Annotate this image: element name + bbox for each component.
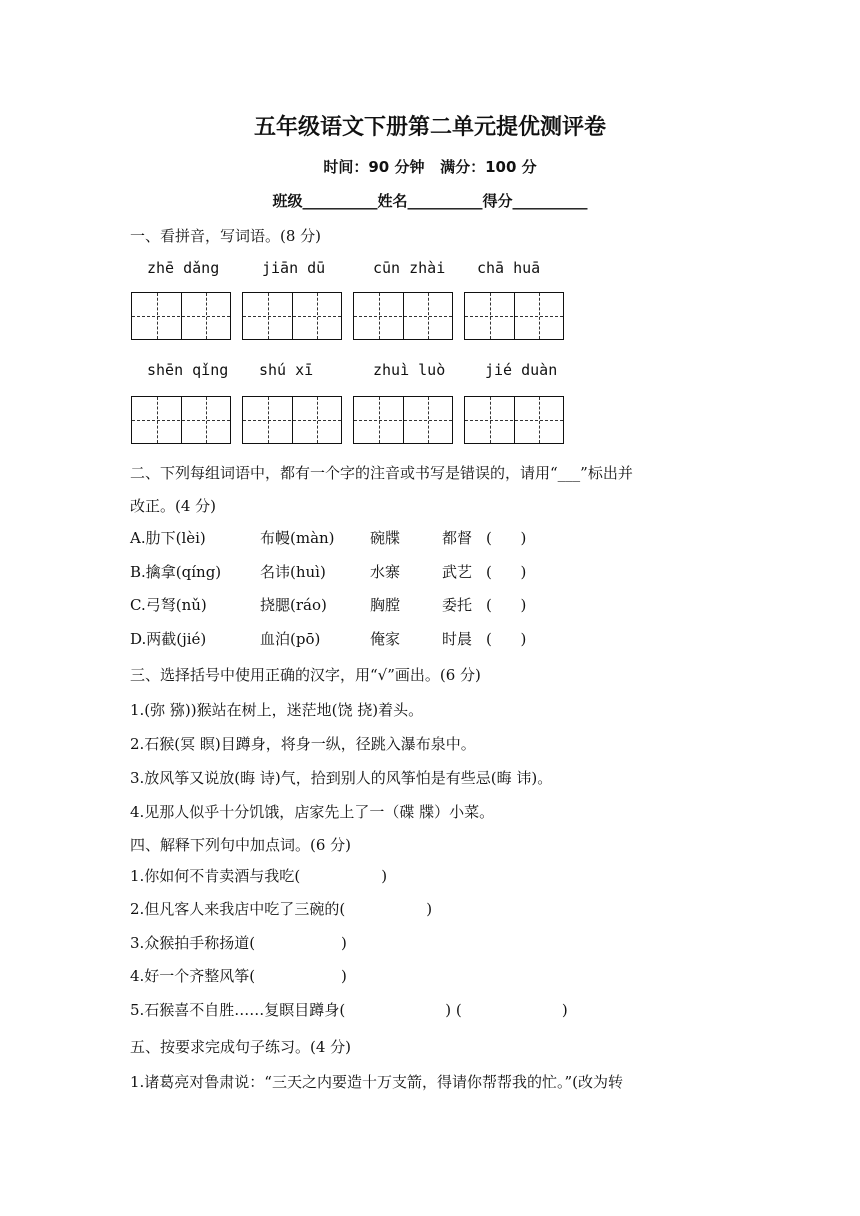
- pinyin: chā huā: [477, 259, 541, 277]
- section2-heading-cont: 改正。(4 分): [130, 497, 217, 515]
- student-info-line: 班级__________姓名__________得分__________: [272, 192, 588, 210]
- pinyin: zhuì luò: [373, 361, 446, 379]
- pinyin: cūn zhài: [373, 259, 446, 277]
- writing-grid[interactable]: [353, 396, 453, 444]
- writing-grid[interactable]: [242, 396, 342, 444]
- writing-grid[interactable]: [131, 292, 231, 340]
- writing-grid[interactable]: [131, 396, 231, 444]
- option-row: D.两截(jié) 血泊(pō) 俺家 时晨 ( ): [130, 630, 527, 648]
- pinyin: shú xī: [259, 361, 314, 379]
- pinyin: shēn qǐng: [147, 361, 229, 379]
- question-item: 2.石猴(冥 瞑)目蹲身，将身一纵，径跳入瀑布泉中。: [130, 735, 476, 753]
- writing-grid[interactable]: [242, 292, 342, 340]
- writing-grid[interactable]: [464, 396, 564, 444]
- section3-heading: 三、选择括号中使用正确的汉字，用“√”画出。(6 分): [130, 666, 481, 684]
- question-item: 4.好一个齐整风筝( ): [130, 967, 347, 985]
- question-item: 3.放风筝又说放(晦 诗)气，拾到别人的风筝怕是有些忌(晦 讳)。: [130, 769, 553, 787]
- section2-heading: 二、下列每组词语中，都有一个字的注音或书写是错误的，请用“___”标出并: [130, 464, 633, 482]
- question-item: 1.诸葛亮对鲁肃说：“三天之内要造十万支箭，得请你帮帮我的忙。”(改为转: [130, 1073, 624, 1091]
- question-item: 3.众猴拍手称扬道( ): [130, 934, 347, 952]
- writing-grid[interactable]: [353, 292, 453, 340]
- writing-grid[interactable]: [464, 292, 564, 340]
- section1-heading: 一、看拼音，写词语。(8 分): [130, 227, 322, 245]
- question-item: 2.但凡客人来我店中吃了三碗的( ): [130, 900, 433, 918]
- question-item: 5.石猴喜不自胜……复瞑目蹲身( ) ( ): [130, 1001, 568, 1019]
- option-row: C.弓弩(nǔ) 挠腮(ráo) 胸膛 委托 ( ): [130, 596, 527, 614]
- page-title: 五年级语文下册第二单元提优测评卷: [253, 115, 606, 140]
- exam-time-score: 时间：90 分钟 满分：100 分: [323, 158, 537, 176]
- option-row: B.擒拿(qíng) 名讳(huì) 水寨 武艺 ( ): [130, 563, 527, 581]
- pinyin: zhē dǎng: [147, 259, 220, 277]
- section5-heading: 五、按要求完成句子练习。(4 分): [130, 1038, 352, 1056]
- section4-heading: 四、解释下列句中加点词。(6 分): [130, 836, 352, 854]
- question-item: 1.你如何不肯卖酒与我吃( ): [130, 867, 388, 885]
- question-item: 1.(弥 猕))猴站在树上，迷茫地(饶 挠)着头。: [130, 701, 424, 719]
- option-row: A.肋下(lèi) 布幔(màn) 碗牒 都督 ( ): [130, 529, 527, 547]
- pinyin: jié duàn: [485, 361, 558, 379]
- question-item: 4.见那人似乎十分饥饿，店家先上了一（碟 牒）小菜。: [130, 803, 495, 821]
- pinyin: jiān dū: [262, 259, 326, 277]
